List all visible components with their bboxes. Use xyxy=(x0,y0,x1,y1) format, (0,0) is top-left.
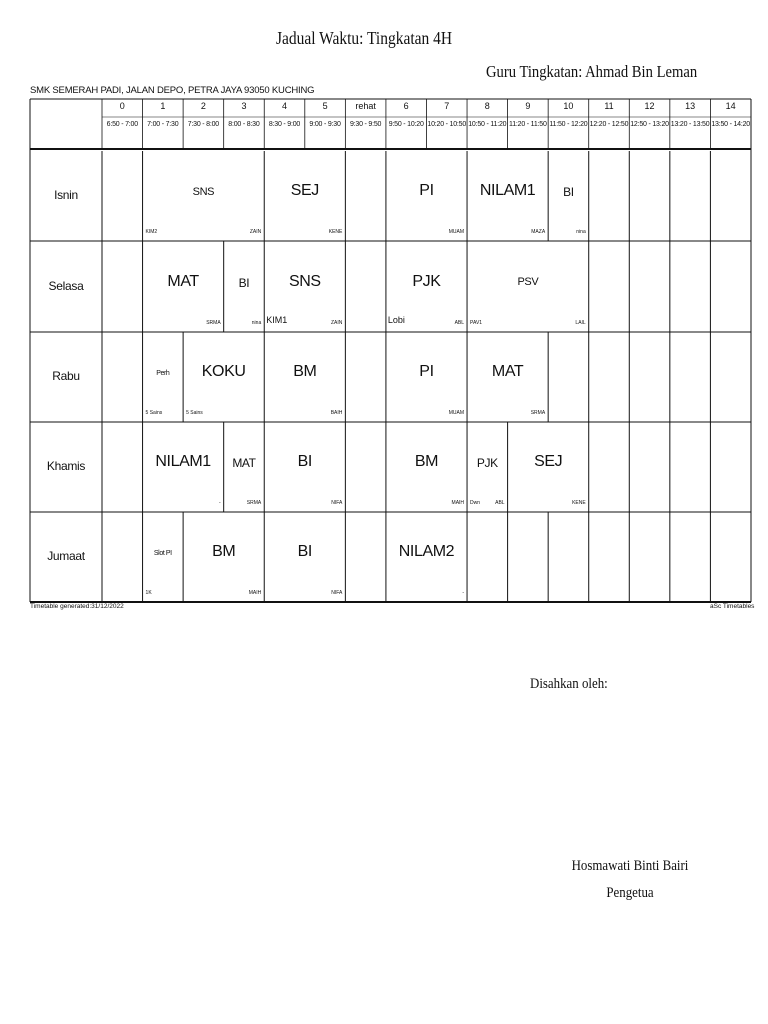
period-time: 7:00 - 7:30 xyxy=(147,121,179,128)
lesson-teacher: MAIH xyxy=(451,500,465,506)
lesson-teacher: ZAIN xyxy=(249,229,262,235)
lesson-subject: SEJ xyxy=(290,182,319,199)
lesson-teacher: NIFA xyxy=(331,500,343,506)
lesson-teacher: MUAM xyxy=(448,410,465,416)
day-name: Selasa xyxy=(48,278,84,293)
lesson-teacher: ZAIN xyxy=(330,320,343,326)
lesson-subject: PSV xyxy=(517,276,539,289)
lesson-subject: PI xyxy=(419,363,434,380)
approved-by-label: Disahkan oleh: xyxy=(530,676,608,692)
lesson-room: KIM1 xyxy=(266,315,288,325)
period-time: 12:50 - 13:20 xyxy=(630,121,669,128)
lesson-subject: MAT xyxy=(167,272,199,290)
day-name: Rabu xyxy=(52,369,80,383)
school-address: SMK SEMERAH PADI, JALAN DEPO, PETRA JAYA 93050 KUCHING xyxy=(30,85,315,96)
period-time: 9:00 - 9:30 xyxy=(309,121,341,128)
period-time: 13:50 - 14:20 xyxy=(711,121,750,128)
class-teacher: Guru Tingkatan: Ahmad Bin Leman xyxy=(486,62,698,81)
period-number: 11 xyxy=(604,101,614,111)
period-time: 10:50 - 11:20 xyxy=(468,121,507,128)
lesson-subject: KOKU xyxy=(201,363,246,380)
period-number: 2 xyxy=(200,101,206,111)
lesson-teacher: SRMA xyxy=(246,500,262,506)
lesson-teacher: LAIL xyxy=(575,320,586,326)
period-time: 8:00 - 8:30 xyxy=(228,121,260,128)
lesson-subject: BM xyxy=(212,543,236,560)
lesson-teacher: NIFA xyxy=(331,590,343,596)
lesson-room: KIM2 xyxy=(145,229,158,235)
period-number: 7 xyxy=(444,101,450,111)
period-number: 13 xyxy=(685,101,696,111)
principal-title: Pengetua xyxy=(606,885,654,901)
lesson-subject: NILAM1 xyxy=(155,453,211,470)
period-number: 6 xyxy=(403,101,409,111)
period-number: 14 xyxy=(725,101,736,111)
principal-name: Hosmawati Binti Bairi xyxy=(571,858,689,874)
lesson-teacher: - xyxy=(462,590,465,596)
period-number: 10 xyxy=(563,101,574,111)
lesson-subject: SEJ xyxy=(534,453,563,470)
period-number: 1 xyxy=(160,101,166,111)
period-number: 9 xyxy=(525,101,531,111)
software-credit: aSc Timetables xyxy=(710,603,755,610)
period-time: 7:30 - 8:00 xyxy=(187,121,220,128)
lesson-subject: BI xyxy=(563,185,574,199)
period-number: 0 xyxy=(119,101,125,111)
lesson-teacher: nina xyxy=(576,229,586,235)
generated-date: Timetable generated:31/12/2022 xyxy=(30,603,124,610)
lesson-subject: BM xyxy=(293,363,317,380)
period-time: 9:30 - 9:50 xyxy=(349,121,382,128)
period-number: 3 xyxy=(241,101,247,111)
lesson-teacher: MUAM xyxy=(448,229,465,235)
lesson-subject: PJK xyxy=(412,272,441,290)
day-name: Isnin xyxy=(54,188,78,202)
period-time: 12:20 - 12:50 xyxy=(589,121,629,128)
period-time: 6:50 - 7:00 xyxy=(106,121,138,128)
lesson-teacher: MAIH xyxy=(248,590,262,596)
period-time: 13:20 - 13:50 xyxy=(670,121,710,128)
period-time: 11:20 - 11:50 xyxy=(509,121,547,128)
period-number: 4 xyxy=(282,101,288,111)
lesson-room: 1K xyxy=(145,590,152,596)
lesson-teacher: BAIH xyxy=(330,410,343,416)
lesson-subject: PJK xyxy=(476,456,498,470)
lesson-room: 5 Sains xyxy=(145,410,163,416)
lesson-teacher: nina xyxy=(251,320,262,326)
lesson-subject: Slot PI xyxy=(153,549,172,557)
lesson-subject: MAT xyxy=(491,363,524,380)
lesson-teacher: MAZA xyxy=(531,229,546,235)
lesson-subject: BI xyxy=(297,543,312,560)
lesson-subject: Perh xyxy=(156,369,170,377)
lesson-teacher: SRMA xyxy=(530,410,546,416)
day-name: Khamis xyxy=(46,459,86,473)
day-name: Jumaat xyxy=(47,549,85,563)
period-time: 11:50 - 12:20 xyxy=(549,121,588,128)
period-time: 10:20 - 10:50 xyxy=(427,121,467,128)
page-title: Jadual Waktu: Tingkatan 4H xyxy=(275,28,453,48)
lesson-subject: MAT xyxy=(232,456,256,470)
lesson-subject: SNS xyxy=(288,272,321,290)
period-number: 12 xyxy=(644,101,655,111)
period-number: 5 xyxy=(322,101,328,111)
lesson-subject: NILAM1 xyxy=(479,182,536,199)
lesson-teacher: ABL xyxy=(454,320,465,326)
lesson-room: 5 Sains xyxy=(186,410,203,416)
lesson-subject: BI xyxy=(297,453,312,470)
lesson-subject: BI xyxy=(238,275,250,290)
period-time: 9:50 - 10:20 xyxy=(388,121,424,128)
lesson-subject: NILAM2 xyxy=(398,543,455,560)
lesson-teacher: KENE xyxy=(328,229,343,235)
lesson-room: Dwn xyxy=(470,500,481,506)
lesson-teacher: SRMA xyxy=(206,320,221,326)
lesson-room: PAV1 xyxy=(470,320,483,326)
period-number: rehat xyxy=(355,101,376,111)
lesson-subject: BM xyxy=(414,453,439,470)
period-number: 8 xyxy=(484,101,490,111)
period-time: 8:30 - 9:00 xyxy=(268,121,301,128)
lesson-subject: SNS xyxy=(192,185,215,198)
lesson-subject: PI xyxy=(419,182,434,199)
lesson-teacher: - xyxy=(219,500,221,506)
lesson-teacher: KENE xyxy=(572,500,586,506)
lesson-teacher: ABL xyxy=(495,500,505,506)
lesson-room: Lobi xyxy=(387,315,405,325)
